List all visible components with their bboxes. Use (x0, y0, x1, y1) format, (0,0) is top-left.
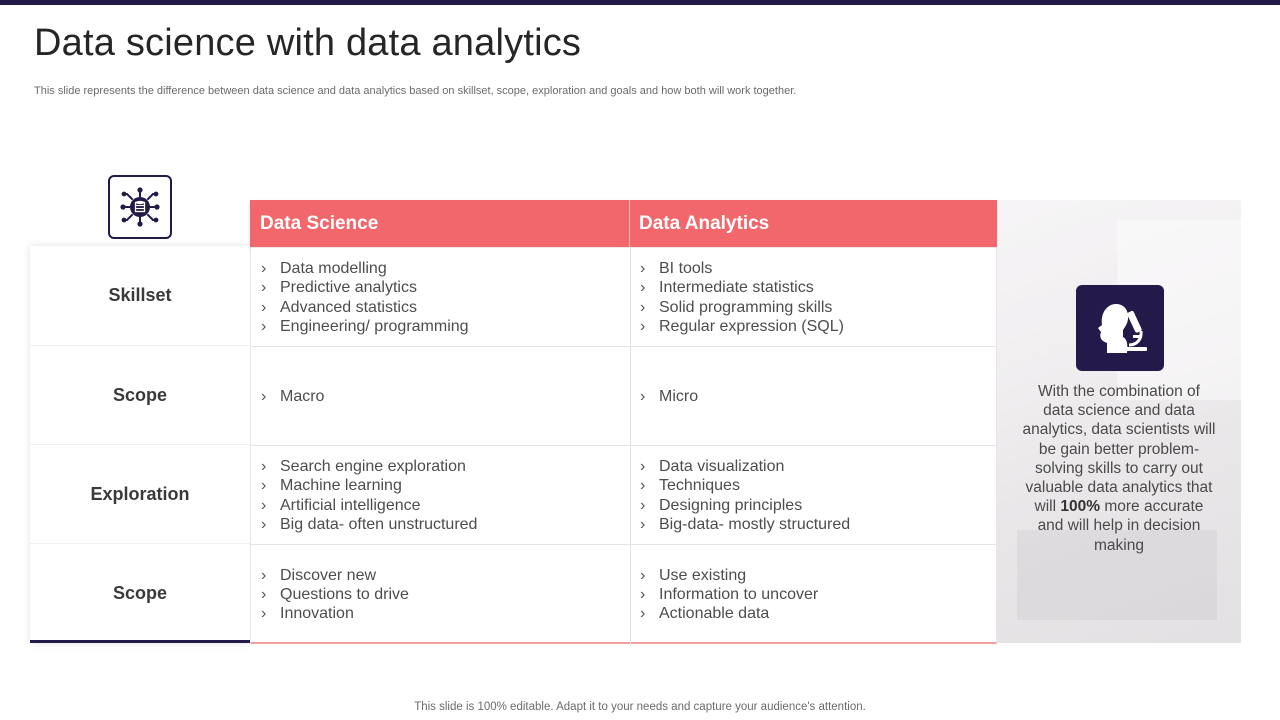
science-cell (261, 446, 477, 545)
list-item: › Macro (261, 387, 324, 406)
list-item: › Machine learning (261, 476, 477, 495)
analytics-cell (640, 446, 850, 545)
row-label-scope: Scope (30, 345, 250, 444)
list-item: › Advanced statistics (261, 298, 469, 317)
row-label-exploration: Exploration (30, 444, 250, 543)
table-row (251, 446, 998, 545)
analytics-cell (640, 248, 844, 347)
list-item: › Regular expression (SQL) (640, 317, 844, 336)
slide-subtitle: This slide represents the difference between data science and data analytics based on skillset, scope, exploration and goals and how both will work together. (34, 85, 797, 97)
row-labels-panel (30, 246, 250, 643)
slide-footer: This slide is 100% editable. Adapt it to your needs and capture your audience's attention. (414, 701, 866, 713)
list-item: › Techniques (640, 476, 850, 495)
science-cell (261, 248, 469, 347)
chip-icon (108, 175, 172, 239)
list-item: › Predictive analytics (261, 278, 469, 297)
list-item: › Micro (640, 387, 698, 406)
comparison-table (250, 200, 1010, 644)
table-row (251, 347, 998, 446)
top-accent-bar (0, 0, 1280, 5)
table-row (251, 545, 998, 644)
list-item: › Innovation (261, 604, 409, 623)
list-item: › Artificial intelligence (261, 496, 477, 515)
science-cell (261, 545, 409, 644)
list-item: › Big data- often unstructured (261, 515, 477, 534)
list-item: › Solid programming skills (640, 298, 844, 317)
list-item: › Intermediate statistics (640, 278, 844, 297)
slide-title: Data science with data analytics (34, 22, 582, 64)
list-item: › Questions to drive (261, 585, 409, 604)
list-item: › Data visualization (640, 457, 850, 476)
analytics-cell (640, 545, 818, 644)
scientist-microscope-icon (1076, 285, 1164, 371)
science-cell (261, 347, 324, 446)
list-item: › Actionable data (640, 604, 818, 623)
list-item: › BI tools (640, 259, 844, 278)
list-item: › Designing principles (640, 496, 850, 515)
row-label-skillset: Skillset (108, 285, 172, 305)
side-note: With the combination of data science and data analytics, data scientists will be gain better problem-solving skills to carry out valuable data analytics that will 100% more accurate and will help in decision making (1022, 383, 1216, 554)
list-item: › Use existing (640, 566, 818, 585)
side-note-highlight: 100% (1060, 498, 1101, 516)
analytics-cell (640, 347, 698, 446)
list-item: › Discover new (261, 566, 409, 585)
header-data-analytics: Data Analytics (639, 213, 770, 234)
list-item: › Information to uncover (640, 585, 818, 604)
list-item: › Search engine exploration (261, 457, 477, 476)
list-item: › Big-data- mostly structured (640, 515, 850, 534)
table-row (251, 248, 998, 347)
list-item: › Data modelling (261, 259, 469, 278)
table-header (250, 200, 997, 247)
header-data-science: Data Science (260, 213, 379, 234)
list-item: › Engineering/ programming (261, 317, 469, 336)
row-label-scope-goals: Scope (30, 543, 250, 642)
table-body (250, 247, 997, 644)
